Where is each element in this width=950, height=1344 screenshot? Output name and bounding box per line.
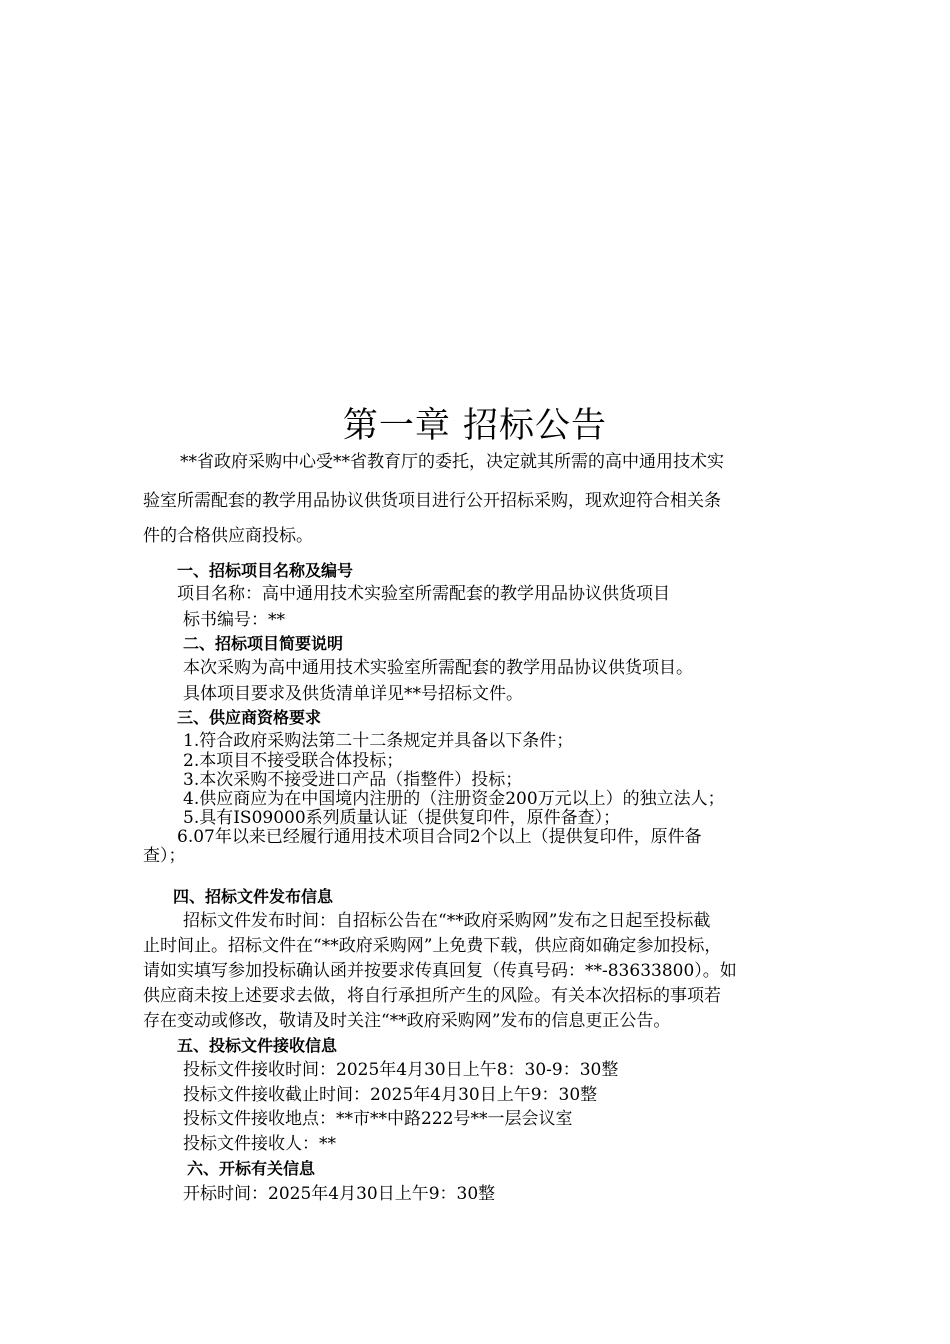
section-line: 开标时间：2025年4月30日上午9：30整: [183, 1184, 496, 1204]
section-line: 供应商未按上述要求去做，将自行承担所产生的风险。有关本次招标的事项若: [143, 986, 721, 1006]
section-heading: 五、投标文件接收信息: [177, 1036, 338, 1055]
section-heading: 四、招标文件发布信息: [173, 887, 334, 906]
section-line: 查）；: [143, 846, 186, 866]
section-line: 项目名称：高中通用技术实验室所需配套的教学用品协议供货项目: [177, 584, 670, 604]
section-line: 请如实填写参加投标确认函并按要求传真回复（传真号码：**-83633800）。如: [143, 961, 737, 981]
intro-line: **省政府采购中心受**省教育厅的委托，决定就其所需的高中通用技术实: [180, 452, 724, 472]
section-line: 6.07年以来已经履行通用技术项目合同2个以上（提供复印件，原件备: [177, 827, 702, 847]
section-line: 5.具有IS09000系列质量认证（提供复印件，原件备查）；: [183, 808, 621, 828]
section-line: 3.本次采购不接受进口产品（指整件）投标；: [183, 770, 523, 790]
section-line: 标书编号：**: [183, 610, 285, 630]
intro-line: 件的合格供应商投标。: [143, 526, 313, 546]
section-line: 具体项目要求及供货清单详见**号招标文件。: [183, 684, 523, 704]
section-line: 投标文件接收人：**: [183, 1134, 336, 1154]
section-heading: 三、供应商资格要求: [177, 708, 322, 727]
section-line: 投标文件接收时间：2025年4月30日上午8：30-9：30整: [183, 1060, 619, 1080]
section-line: 投标文件接收地点：**市**中路222号**一层会议室: [183, 1109, 573, 1129]
section-line: 本次采购为高中通用技术实验室所需配套的教学用品协议供货项目。: [183, 658, 693, 678]
section-line: 4.供应商应为在中国境内注册的（注册资金200万元以上）的独立法人；: [183, 789, 725, 809]
intro-line: 验室所需配套的教学用品协议供货项目进行公开招标采购，现欢迎符合相关条: [143, 491, 721, 511]
chapter-title: 第一章 招标公告: [342, 406, 608, 446]
section-line: 2.本项目不接受联合体投标；: [183, 751, 404, 771]
section-line: 招标文件发布时间：自招标公告在“**政府采购网”发布之日起至投标截: [183, 911, 711, 931]
section-line: 投标文件接收截止时间：2025年4月30日上午9：30整: [183, 1085, 598, 1105]
section-line: 止时间止。招标文件在“**政府采购网”上免费下载，供应商如确定参加投标，: [143, 936, 722, 956]
section-heading: 二、招标项目简要说明: [183, 634, 344, 653]
section-heading: 一、招标项目名称及编号: [177, 561, 354, 580]
section-heading: 六、开标有关信息: [187, 1159, 316, 1178]
section-line: 存在变动或修改，敬请及时关注“**政府采购网”发布的信息更正公告。: [143, 1011, 671, 1031]
section-line: 1.符合政府采购法第二十二条规定并具备以下条件；: [183, 731, 574, 751]
